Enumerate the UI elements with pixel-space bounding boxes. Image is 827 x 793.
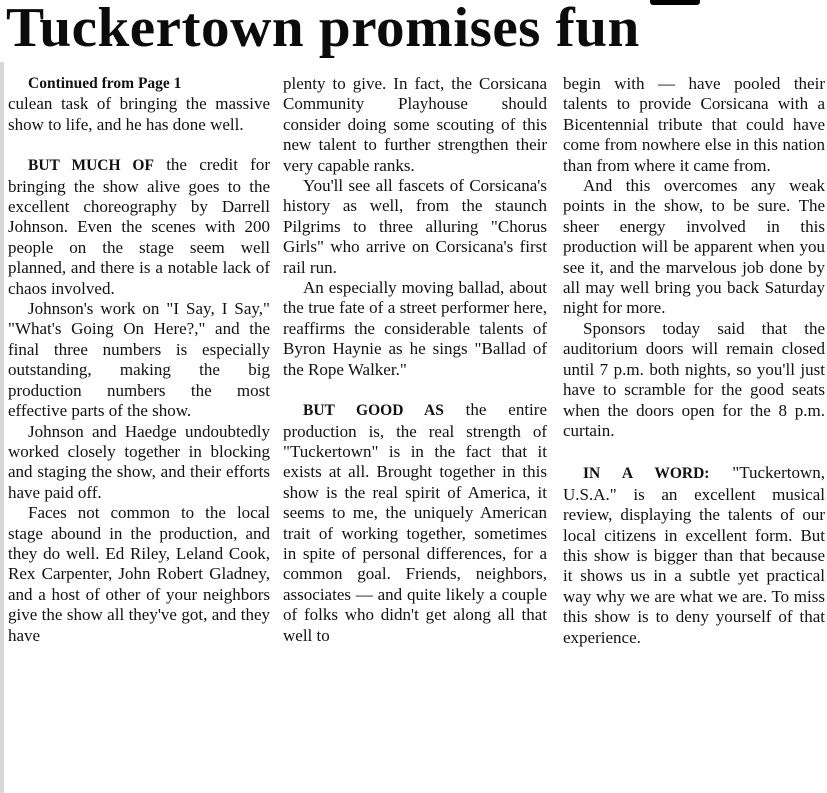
paragraph [8, 422, 270, 504]
paragraph [563, 176, 825, 319]
paragraph-lead-in: BUT GOOD AS [303, 402, 444, 420]
paragraph [283, 74, 547, 176]
paragraph [8, 94, 270, 135]
paragraph [563, 74, 825, 176]
paragraph [563, 319, 825, 441]
clipping-tab-mark [650, 0, 700, 5]
paragraph [8, 155, 270, 299]
paragraph-text: Johnson's work on "I Say, I Say," "What's Going On Here?," and the final three numbers is especially outstanding, making the big production numbers the most effective parts of the show. [8, 299, 270, 421]
paragraph [563, 463, 825, 648]
paragraph-text: Faces not common to the local stage abound in the production, and they do well. Ed Riley, Leland Cook, Rex Carpenter, John Robert Gladney, and a host of other of your neighbors give the show all they've got, and they have [8, 503, 270, 645]
paragraph [283, 278, 547, 380]
paragraph [8, 503, 270, 646]
paragraph-text: begin with — have pooled their talents to provide Corsicana with a Bicentennial tribute that could have come from nowhere else in this nation than from where it came from. [563, 74, 825, 175]
paragraph [283, 176, 547, 278]
headline: Tuckertown promises fun [6, 0, 640, 59]
left-margin-shadow [0, 62, 4, 793]
paragraph-text: Sponsors today said that the auditorium doors will remain closed until 7 p.m. both nights, so you'll just have to scramble for the good seats when the doors open for the 8 p.m. curtain. [563, 318, 825, 440]
paragraph-text: plenty to give. In fact, the Corsicana Community Playhouse should consider doing some scouting of this new talent to further strengthen their very capable ranks. [283, 74, 547, 175]
paragraph-text: An especially moving ballad, about the true fate of a street performer here, reaffirms the considerable talents of Byron Haynie as he sings "Ballad of the Rope Walker." [283, 278, 547, 379]
continued-from-label: Continued from Page 1 [28, 75, 182, 92]
article-column-1 [8, 74, 270, 646]
paragraph-text: the credit for bringing the show alive goes to the excellent choreography by Darrell Johnson. Even the scenes with 200 people on the stage seem well planned, and there is a notable lack of chaos involved. [8, 155, 270, 298]
article-column-3 [563, 74, 825, 648]
paragraph-lead-in: IN A WORD: [583, 465, 710, 483]
paragraph-text: "Tuckertown, U.S.A." is an excellent musical review, displaying the talents of our local citizens in excellent form. But this show is bigger than that because it shows us in a subtle yet practical way why we are what we are. To miss this show is to deny yourself of that experience. [563, 463, 825, 647]
paragraph-text: culean task of bringing the massive show to life, and he has done well. [8, 94, 270, 134]
paragraph-text: You'll see all fascets of Corsicana's history as well, from the staunch Pilgrims to three alluring "Chorus Girls" who arrive on Corsicana's first rail run. [283, 176, 547, 277]
paragraph-text: Johnson and Haedge undoubtedly worked closely together in blocking and staging the show, and their efforts have paid off. [8, 421, 270, 502]
paragraph-text: And this overcomes any weak points in the show, to be sure. The sheer energy involved in this production will be apparent when you see it, and the marvelous job done by all may well bring you back Saturday night for more. [563, 176, 825, 318]
paragraph-text: the entire production is, the real strength of "Tuckertown" is in the fact that it exists at all. Brought together in this show is the real spirit of America, it seems to me, the uniquely American trait of working together, sometimes in spite of personal differences, for a common goal. Friends, neighbors, associates — and quite likely a couple of folks who didn't get along all that well to [283, 400, 547, 645]
paragraph [8, 299, 270, 421]
paragraph-lead-in: BUT MUCH OF [28, 157, 154, 175]
paragraph [283, 400, 547, 646]
article-column-2 [283, 74, 547, 646]
